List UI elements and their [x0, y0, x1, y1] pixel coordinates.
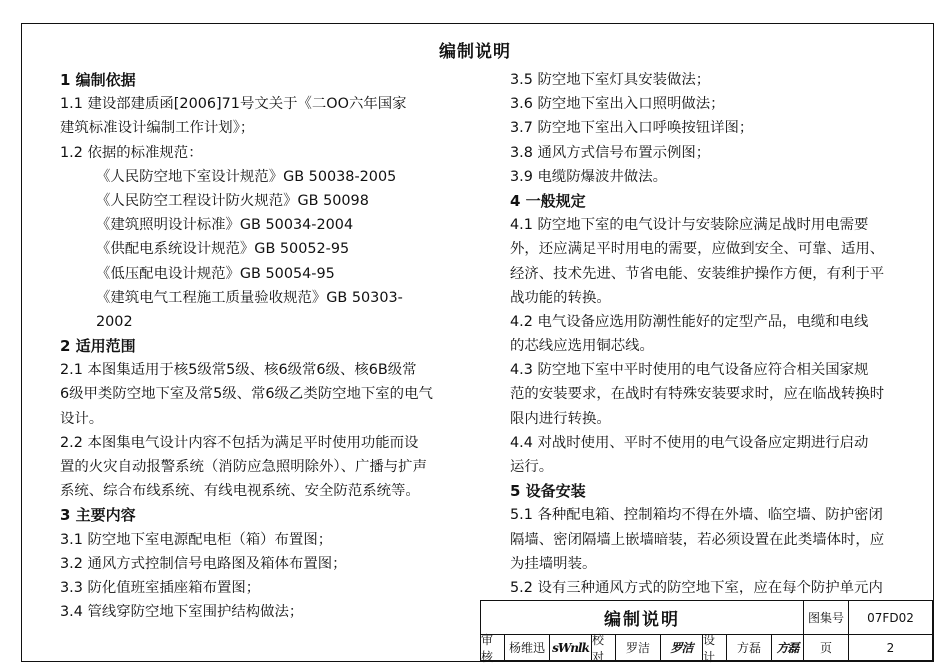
text-line: 范的安装要求，在战时有特殊安装要求时，应在临战转换时: [510, 386, 885, 403]
section-heading: 1 编制依据: [60, 71, 136, 89]
page-title: 编制说明: [439, 42, 511, 62]
design-name: 方磊: [727, 635, 772, 661]
text-line: 的芯线应选用铜芯线。: [510, 338, 654, 355]
title-block: [480, 600, 934, 662]
design-label: 设计: [703, 635, 727, 661]
text-line: 3.6 防空地下室出入口照明做法；: [510, 96, 725, 113]
text-line: 6级甲类防空地下室及常5级、常6级乙类防空地下室的电气: [60, 386, 433, 403]
titleblock-name: 编制说明: [481, 601, 804, 635]
text-line: 4.4 对战时使用、平时不使用的电气设备应定期进行启动: [510, 434, 869, 451]
text-line: 3.5 防空地下室灯具安装做法；: [510, 72, 711, 88]
text-line: 3.3 防化值班室插座箱布置图；: [60, 579, 261, 596]
text-line: 1.2 依据的标准规范：: [60, 144, 203, 161]
left-column: [60, 68, 465, 624]
text-line: 《供配电系统设计规范》GB 50052-95: [96, 241, 350, 258]
section-heading: 3 主要内容: [60, 506, 136, 525]
text-line: 5.2 设有三种通风方式的防空地下室，应在每个防护单元内: [510, 579, 883, 596]
text-line: 《建筑电气工程施工质量验收规范》GB 50303-: [96, 289, 403, 306]
text-line: 3.1 防空地下室电源配电柜（箱）布置图；: [60, 531, 333, 548]
text-line: 2002: [96, 313, 133, 330]
text-line: 《人民防空地下室设计规范》GB 50038-2005: [96, 168, 397, 185]
text-line: 战功能的转换。: [510, 289, 611, 306]
text-line: 《建筑照明设计标准》GB 50034-2004: [96, 217, 354, 234]
text-line: 运行。: [510, 459, 554, 475]
text-line: 为挂墙明装。: [510, 555, 597, 572]
text-line: 置的火灾自动报警系统（消防应急照明除外）、广播与扩声: [60, 459, 427, 475]
page-number: 2: [849, 635, 933, 661]
review-signature: sWnlk: [550, 635, 592, 661]
atlas-number: 07FD02: [849, 601, 933, 635]
atlas-label: 图集号: [804, 601, 849, 635]
text-line: 《低压配电设计规范》GB 50054-95: [96, 265, 335, 282]
text-line: 3.8 通风方式信号布置示例图；: [510, 144, 711, 161]
check-label: 校对: [592, 635, 616, 661]
design-signature: 方磊: [772, 635, 804, 661]
text-line: 建筑标准设计编制工作计划》；: [60, 120, 255, 137]
text-line: 4.1 防空地下室的电气设计与安装除应满足战时用电需要: [510, 217, 869, 234]
text-line: 2.1 本图集适用于核5级常5级、核6级常6级、核6B级常: [60, 362, 417, 379]
text-line: 3.9 电缆防爆波井做法。: [510, 168, 667, 185]
text-line: 设计。: [60, 410, 104, 427]
page-label: 页: [804, 635, 849, 661]
section-heading: 2 适用范围: [60, 337, 136, 356]
text-line: 1.1 建设部建质函[2006]71号文关于《二OO六年国家: [60, 96, 407, 113]
text-line: 4.3 防空地下室中平时使用的电气设备应符合相关国家规: [510, 362, 869, 379]
review-label: 审核: [481, 635, 505, 661]
text-line: 3.7 防空地下室出入口呼唤按钮详图；: [510, 120, 754, 137]
text-line: 3.2 通风方式控制信号电路图及箱体布置图；: [60, 555, 347, 572]
section-heading: 4 一般规定: [510, 191, 586, 210]
text-line: 限内进行转换。: [510, 410, 611, 427]
section-heading: 5 设备安装: [510, 482, 586, 501]
text-line: 2.2 本图集电气设计内容不包括为满足平时使用功能而设: [60, 434, 419, 451]
check-name: 罗洁: [616, 635, 661, 661]
check-signature: 罗洁: [661, 635, 703, 661]
review-name: 杨维迅: [505, 635, 550, 661]
text-line: 《人民防空工程设计防火规范》GB 50098: [96, 192, 369, 209]
right-column: [510, 68, 905, 600]
text-line: 5.1 各种配电箱、控制箱均不得在外墙、临空墙、防护密闭: [510, 507, 883, 524]
text-line: 外，还应满足平时用电的需要，应做到安全、可靠、适用、: [510, 241, 885, 258]
text-line: 系统、综合布线系统、有线电视系统、安全防范系统等。: [60, 483, 420, 500]
text-line: 隔墙、密闭隔墙上嵌墙暗装，若必须设置在此类墙体时，应: [510, 531, 885, 548]
text-line: 4.2 电气设备应选用防潮性能好的定型产品，电缆和电线: [510, 313, 869, 330]
text-line: 经济、技术先进、节省电能、安装维护操作方便，有利于平: [510, 265, 885, 282]
text-line: 3.4 管线穿防空地下室围护结构做法；: [60, 604, 304, 621]
